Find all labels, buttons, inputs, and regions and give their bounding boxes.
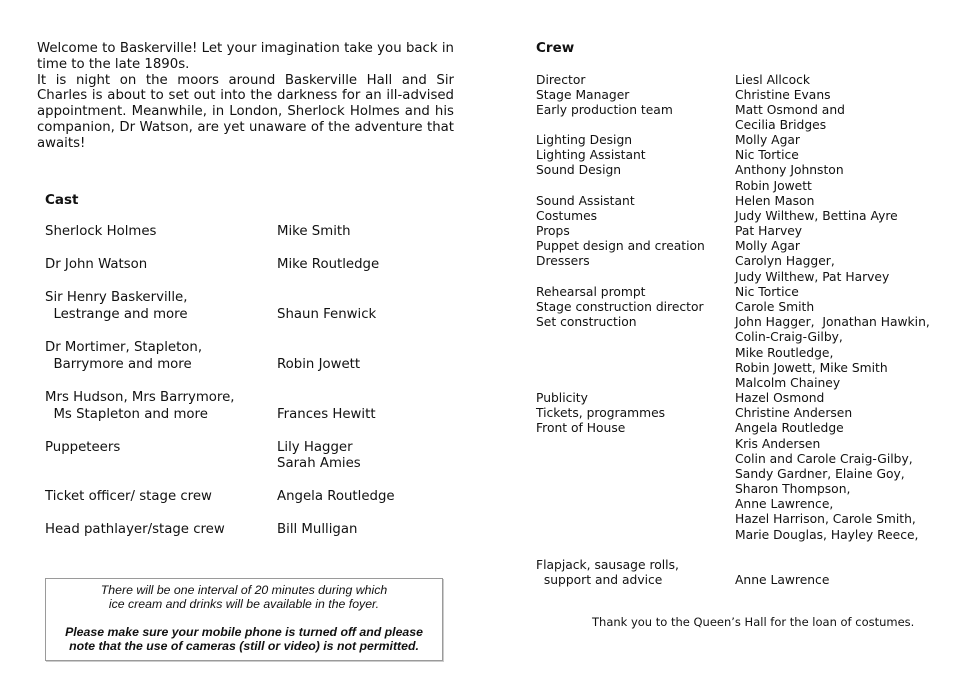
notice-line: There will be one interval of 20 minutes during which bbox=[100, 583, 388, 597]
crew-name: Nic Tortice bbox=[735, 148, 799, 162]
cast-role: Lestrange and more bbox=[45, 307, 188, 322]
crew-name: Carole Smith bbox=[735, 300, 815, 314]
crew-role: Sound Design bbox=[536, 163, 622, 177]
intro-text bbox=[37, 41, 454, 152]
crew-name: Angela Routledge bbox=[735, 421, 844, 435]
crew-name: Cecilia Bridges bbox=[735, 118, 827, 132]
crew-name: Christine Andersen bbox=[735, 406, 853, 420]
cast-actor: Sarah Amies bbox=[277, 456, 361, 471]
intro-paragraph-1: Welcome to Baskerville! Let your imagination take you back in time to the late 1890s. bbox=[37, 41, 454, 72]
crew-name: Liesl Allcock bbox=[735, 73, 810, 87]
crew-name: Helen Mason bbox=[735, 194, 815, 208]
crew-name: Kris Andersen bbox=[735, 437, 821, 451]
crew-name: Molly Agar bbox=[735, 133, 800, 147]
crew-role: Front of House bbox=[536, 421, 626, 435]
crew-role: Sound Assistant bbox=[536, 194, 635, 208]
thanks-note: Thank you to the Queen’s Hall for the loan of costumes. bbox=[592, 615, 915, 629]
crew-name: Anne Lawrence bbox=[735, 573, 830, 587]
crew-name: Judy Wilthew, Pat Harvey bbox=[735, 270, 890, 284]
crew-name: Hazel Osmond bbox=[735, 391, 825, 405]
crew-role: Props bbox=[536, 224, 570, 238]
crew-name: Colin-Craig-Gilby, bbox=[735, 330, 843, 344]
crew-name: Mike Routledge, bbox=[735, 346, 834, 360]
crew-role: Rehearsal prompt bbox=[536, 285, 646, 299]
cast-actor: Bill Mulligan bbox=[277, 522, 358, 537]
crew-name: Judy Wilthew, Bettina Ayre bbox=[735, 209, 898, 223]
cast-role: Sir Henry Baskerville, bbox=[45, 290, 188, 305]
cast-actor: Lily Hagger bbox=[277, 440, 353, 455]
cast-role: Ticket officer/ stage crew bbox=[45, 489, 212, 504]
crew-name: Hazel Harrison, Carole Smith, bbox=[735, 512, 916, 526]
crew-name: Marie Douglas, Hayley Reece, bbox=[735, 528, 919, 542]
crew-name: Robin Jowett, Mike Smith bbox=[735, 361, 888, 375]
intro-paragraph-2: It is night on the moors around Baskerville Hall and Sir Charles is about to set out into the darkness for an ill-advised appointment. Meanwhile, in London, Sherlock Holmes and his companion, Dr Watson, are yet unaware of the adventure that awaits! bbox=[37, 72, 454, 151]
cast-heading: Cast bbox=[45, 192, 79, 208]
cast-role: Puppeteers bbox=[45, 440, 121, 455]
crew-role: Lighting Design bbox=[536, 133, 633, 147]
cast-role: Mrs Hudson, Mrs Barrymore, bbox=[45, 390, 235, 405]
interval-notice-box bbox=[45, 578, 443, 661]
crew-name: Sandy Gardner, Elaine Goy, bbox=[735, 467, 905, 481]
cast-role: Sherlock Holmes bbox=[45, 224, 157, 239]
crew-role: Stage construction director bbox=[536, 300, 704, 314]
crew-role: Early production team bbox=[536, 103, 673, 117]
cast-role: Ms Stapleton and more bbox=[45, 407, 208, 422]
notice-line: note that the use of cameras (still or video) is not permitted. bbox=[69, 639, 419, 653]
crew-role: Set construction bbox=[536, 315, 637, 329]
cast-role: Dr John Watson bbox=[45, 257, 148, 272]
crew-name: Matt Osmond and bbox=[735, 103, 845, 117]
cast-actor: Frances Hewitt bbox=[277, 407, 376, 422]
crew-role: Tickets, programmes bbox=[536, 406, 666, 420]
crew-role: Costumes bbox=[536, 209, 598, 223]
crew-role: support and advice bbox=[536, 573, 663, 587]
crew-name: Sharon Thompson, bbox=[735, 482, 851, 496]
crew-role: Puppet design and creation bbox=[536, 239, 705, 253]
cast-actor: Mike Smith bbox=[277, 224, 351, 239]
crew-role: Flapjack, sausage rolls, bbox=[536, 558, 679, 572]
crew-role: Director bbox=[536, 73, 586, 87]
crew-heading: Crew bbox=[536, 40, 575, 56]
cast-role: Dr Mortimer, Stapleton, bbox=[45, 340, 203, 355]
crew-name: Colin and Carole Craig-Gilby, bbox=[735, 452, 913, 466]
crew-role: Dressers bbox=[536, 254, 590, 268]
cast-actor: Shaun Fenwick bbox=[277, 307, 377, 322]
cast-actor: Robin Jowett bbox=[277, 357, 361, 372]
crew-role: Lighting Assistant bbox=[536, 148, 646, 162]
cast-actor: Angela Routledge bbox=[277, 489, 395, 504]
cast-actor: Mike Routledge bbox=[277, 257, 380, 272]
crew-name: Malcolm Chainey bbox=[735, 376, 841, 390]
notice-spacer bbox=[46, 611, 442, 625]
crew-name: Anthony Johnston bbox=[735, 163, 844, 177]
cast-role: Head pathlayer/stage crew bbox=[45, 522, 225, 537]
crew-name: Pat Harvey bbox=[735, 224, 803, 238]
cast-role: Barrymore and more bbox=[45, 357, 192, 372]
crew-name: John Hagger, Jonathan Hawkin, bbox=[735, 315, 930, 329]
crew-name: Robin Jowett bbox=[735, 179, 812, 193]
crew-name: Molly Agar bbox=[735, 239, 800, 253]
crew-name: Christine Evans bbox=[735, 88, 831, 102]
crew-role: Publicity bbox=[536, 391, 588, 405]
crew-name: Nic Tortice bbox=[735, 285, 799, 299]
notice-line: Please make sure your mobile phone is turned off and please bbox=[65, 625, 423, 639]
crew-role: Stage Manager bbox=[536, 88, 630, 102]
notice-line: ice cream and drinks will be available in the foyer. bbox=[108, 597, 380, 611]
crew-name: Anne Lawrence, bbox=[735, 497, 834, 511]
crew-name: Carolyn Hagger, bbox=[735, 254, 835, 268]
